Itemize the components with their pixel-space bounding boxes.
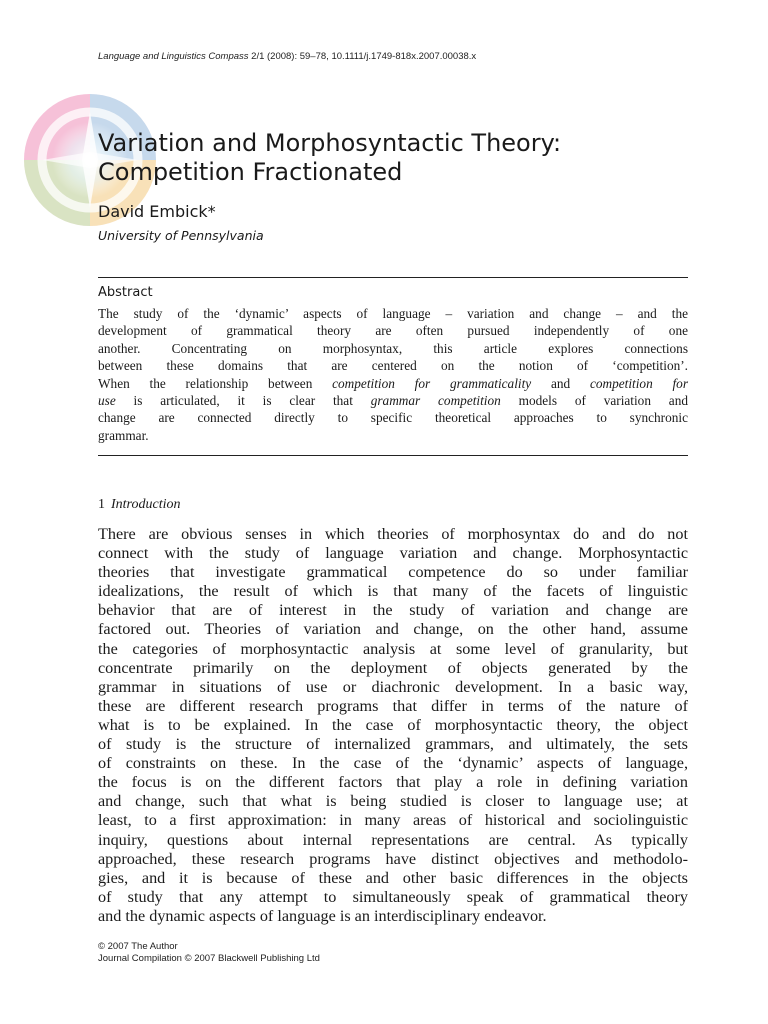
body-line: the categories of morphosyntactic analysis at some level of granularity, but — [98, 639, 688, 658]
journal-name: Language and Linguistics Compass — [98, 51, 249, 62]
author-affiliation: University of Pennsylvania — [98, 228, 264, 243]
abstract-text — [98, 305, 688, 444]
section-title: Introduction — [111, 497, 181, 512]
abstract-line — [98, 375, 688, 392]
abstract-top-rule — [98, 277, 688, 278]
body-line: concentrate primarily on the deployment of objects generated by the — [98, 658, 688, 677]
abstract-term-competition-grammaticality: competition for grammaticality — [332, 375, 532, 391]
body-line: There are obvious senses in which theories of morphosyntax do and do not — [98, 525, 688, 543]
body-line: of study that any attempt to simultaneously speak of grammatical theory — [98, 887, 688, 906]
body-line: what is to be explained. In the case of morphosyntactic theory, the object — [98, 715, 688, 734]
introduction-paragraph — [98, 525, 688, 926]
page-footer — [98, 941, 320, 965]
title-line: Variation and Morphosyntactic Theory: — [98, 129, 562, 157]
article-title — [98, 129, 698, 187]
title-line: Competition Fractionated — [98, 158, 403, 186]
abstract-bottom-rule — [98, 455, 688, 456]
body-line: of study is the structure of internalized grammars, and ultimately, the sets — [98, 735, 688, 754]
journal-citation — [98, 51, 698, 62]
body-line: least, to a first approximation: in many areas of historical and sociolinguistic — [98, 811, 688, 830]
abstract-line: between these domains that are centered on the notion of ‘competition’. — [98, 358, 688, 374]
author-name: David Embick* — [98, 202, 216, 221]
abstract-term-competition-for: competition for — [589, 375, 688, 391]
abstract-text-run: models of variation and — [500, 393, 688, 409]
abstract-line — [98, 392, 688, 409]
abstract-line: grammar. — [98, 427, 149, 443]
body-line: connect with the study of language variation and change. Morphosyntactic — [98, 544, 688, 563]
citation-details: 2/1 (2008): 59–78, 10.1111/j.1749-818x.2007.00038.x — [251, 51, 477, 62]
abstract-line: change are connected directly to specific theoretical approaches to synchronic — [98, 410, 688, 426]
footer-compilation: Journal Compilation © 2007 Blackwell Publishing Ltd — [98, 953, 320, 964]
abstract-line: development of grammatical theory are often pursued independently of one — [98, 323, 688, 339]
body-line: and the dynamic aspects of language is an interdisciplinary endeavor. — [98, 906, 547, 925]
abstract-heading: Abstract — [98, 285, 153, 300]
abstract-line: another. Concentrating on morphosyntax, this article explores connections — [98, 340, 688, 356]
abstract-term-grammar-competition: grammar competition — [370, 393, 501, 409]
body-line: factored out. Theories of variation and change, on the other hand, assume — [98, 620, 688, 639]
body-line: grammar in situations of use or diachronic development. In a basic way, — [98, 677, 688, 696]
body-line: gies, and it is because of these and other basic differences in the objects — [98, 868, 688, 887]
section-heading — [98, 497, 180, 513]
body-line: the focus is on the different factors that play a role in defining variation — [98, 773, 688, 792]
abstract-text-run: When the relationship between — [98, 375, 333, 391]
body-line: inquiry, questions about internal representations are central. As typically — [98, 830, 688, 849]
body-line: these are different research programs that differ in terms of the nature of — [98, 696, 688, 715]
abstract-term-use: use — [98, 393, 116, 409]
abstract-text-run: is articulated, it is clear that — [115, 393, 371, 409]
footer-copyright: © 2007 The Author — [98, 941, 178, 952]
body-line: theories that investigate grammatical competence do so under familiar — [98, 563, 688, 582]
body-line: idealizations, the result of which is that many of the facets of linguistic — [98, 582, 688, 601]
section-number: 1 — [98, 497, 105, 512]
abstract-line: The study of the ‘dynamic’ aspects of language – variation and change – and the — [98, 306, 688, 321]
abstract-text-run: and — [531, 375, 590, 391]
body-line: behavior that are of interest in the study of variation and change are — [98, 601, 688, 620]
body-line: and change, such that what is being studied is closer to language use; at — [98, 792, 688, 811]
body-line: approached, these research programs have distinct objectives and methodolo- — [98, 849, 688, 868]
body-line: of constraints on these. In the case of the ‘dynamic’ aspects of language, — [98, 754, 688, 773]
